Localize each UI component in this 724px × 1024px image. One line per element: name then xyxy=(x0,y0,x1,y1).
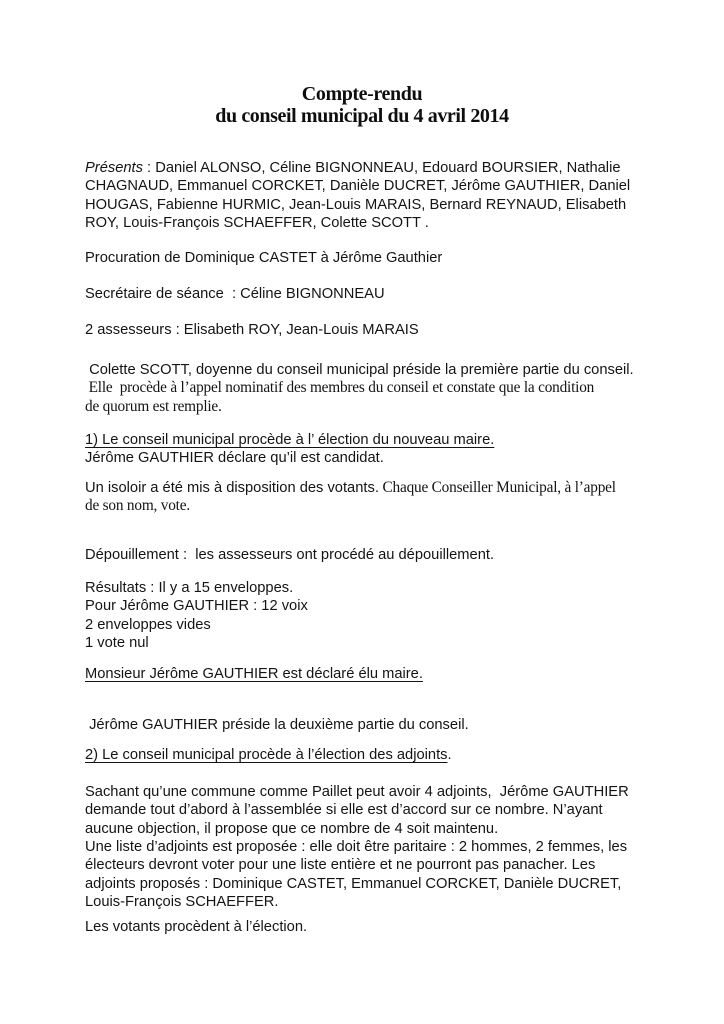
resultats-line-2: Pour Jérôme GAUTHIER : 12 voix xyxy=(85,598,308,615)
isoloir-serif-text-1: Chaque Conseiller Municipal, à l’appel xyxy=(378,479,616,496)
title-line-2: du conseil municipal du 4 avril 2014 xyxy=(215,104,509,127)
title-line-1: Compte-rendu xyxy=(301,83,423,105)
paragraph-resultats xyxy=(85,579,645,652)
preside-text: Jérôme GAUTHIER préside la deuxième partie du conseil. xyxy=(85,717,469,733)
paragraph-secretaire xyxy=(85,285,645,303)
presents-line-4: ROY, Louis-François SCHAEFFER, Colette SCOTT . xyxy=(85,215,429,232)
opening-line-2: Elle procède à l’appel nominatif des membres du conseil et constate que la condition xyxy=(85,379,595,397)
presents-line-3: HOUGAS, Fabienne HURMIC, Jean-Louis MARAIS, Bernard REYNAUD, Elisabeth xyxy=(85,196,627,213)
paragraph-isoloir xyxy=(85,479,645,516)
paragraph-presents xyxy=(85,159,645,232)
votants-text: Les votants procèdent à l’élection. xyxy=(85,919,308,935)
presents-label: Présents xyxy=(85,160,143,176)
paragraph-procuration xyxy=(85,249,645,267)
isoloir-sans-text: Un isoloir a été mis à disposition des votants. xyxy=(85,480,379,496)
isoloir-line-2: de son nom, vote. xyxy=(85,497,190,515)
depouillement-text: Dépouillement : les assesseurs ont procédé au dépouillement. xyxy=(85,547,495,563)
section-1-heading xyxy=(85,431,645,449)
section-1-heading-block xyxy=(85,431,645,468)
adjoints-line-4: Une liste d’adjoints est proposée : elle doit être paritaire : 2 hommes, 2 femmes, les xyxy=(85,839,628,856)
secretaire-text: Secrétaire de séance : Céline BIGNONNEAU xyxy=(85,286,385,302)
paragraph-assesseurs xyxy=(85,321,645,339)
presents-names-1: : Daniel ALONSO, Céline BIGNONNEAU, Edouard BOURSIER, Nathalie xyxy=(142,160,621,176)
paragraph-preside xyxy=(85,716,645,734)
resultats-line-3: 2 enveloppes vides xyxy=(85,616,211,633)
section-2-heading-period: . xyxy=(447,747,452,763)
paragraph-opening xyxy=(85,361,645,416)
section-2-heading-text: 2) Le conseil municipal procède à l’élection des adjoints xyxy=(85,747,448,763)
adjoints-line-7: Louis-François SCHAEFFER. xyxy=(85,894,279,911)
opening-line-3: de quorum est remplie. xyxy=(85,397,222,415)
isoloir-line-1 xyxy=(85,479,645,497)
paragraph-elected xyxy=(85,665,645,683)
procuration-text: Procuration de Dominique CASTET à Jérôme Gauthier xyxy=(85,250,443,266)
paragraph-adjoints xyxy=(85,783,645,911)
assesseurs-text: 2 assesseurs : Elisabeth ROY, Jean-Louis MARAIS xyxy=(85,322,419,338)
resultats-line-4: 1 vote nul xyxy=(85,635,149,652)
elected-line xyxy=(85,665,645,683)
adjoints-line-5: électeurs devront voter pour une liste entière et ne pourront pas panacher. Les xyxy=(85,857,596,874)
presents-line-2: CHAGNAUD, Emmanuel CORCKET, Danièle DUCRET, Jérôme GAUTHIER, Daniel xyxy=(85,178,631,195)
adjoints-line-2: demande tout d’abord à l’assemblée si elle est d’accord sur ce nombre. N’ayant xyxy=(85,802,603,819)
opening-line-1: Colette SCOTT, doyenne du conseil municipal préside la première partie du conseil. xyxy=(85,362,634,378)
section-1-heading-text: 1) Le conseil municipal procède à l’ élection du nouveau maire. xyxy=(85,432,495,448)
paragraph-depouillement xyxy=(85,546,645,564)
adjoints-line-3: aucune objection, il propose que ce nombre de 4 soit maintenu. xyxy=(85,820,499,837)
resultats-line-1: Résultats : Il y a 15 enveloppes. xyxy=(85,580,294,596)
presents-line-1 xyxy=(85,159,645,177)
document-title xyxy=(0,84,724,127)
section-2-heading xyxy=(85,746,645,764)
elected-text: Monsieur Jérôme GAUTHIER est déclaré élu maire. xyxy=(85,666,423,682)
adjoints-line-1: Sachant qu’une commune comme Paillet peut avoir 4 adjoints, Jérôme GAUTHIER xyxy=(85,784,629,800)
paragraph-votants xyxy=(85,918,645,936)
section-2-heading-block xyxy=(85,746,645,764)
adjoints-line-6: adjoints proposés : Dominique CASTET, Emmanuel CORCKET, Danièle DUCRET, xyxy=(85,875,622,892)
section-1-candidate: Jérôme GAUTHIER déclare qu’il est candidat. xyxy=(85,450,384,467)
